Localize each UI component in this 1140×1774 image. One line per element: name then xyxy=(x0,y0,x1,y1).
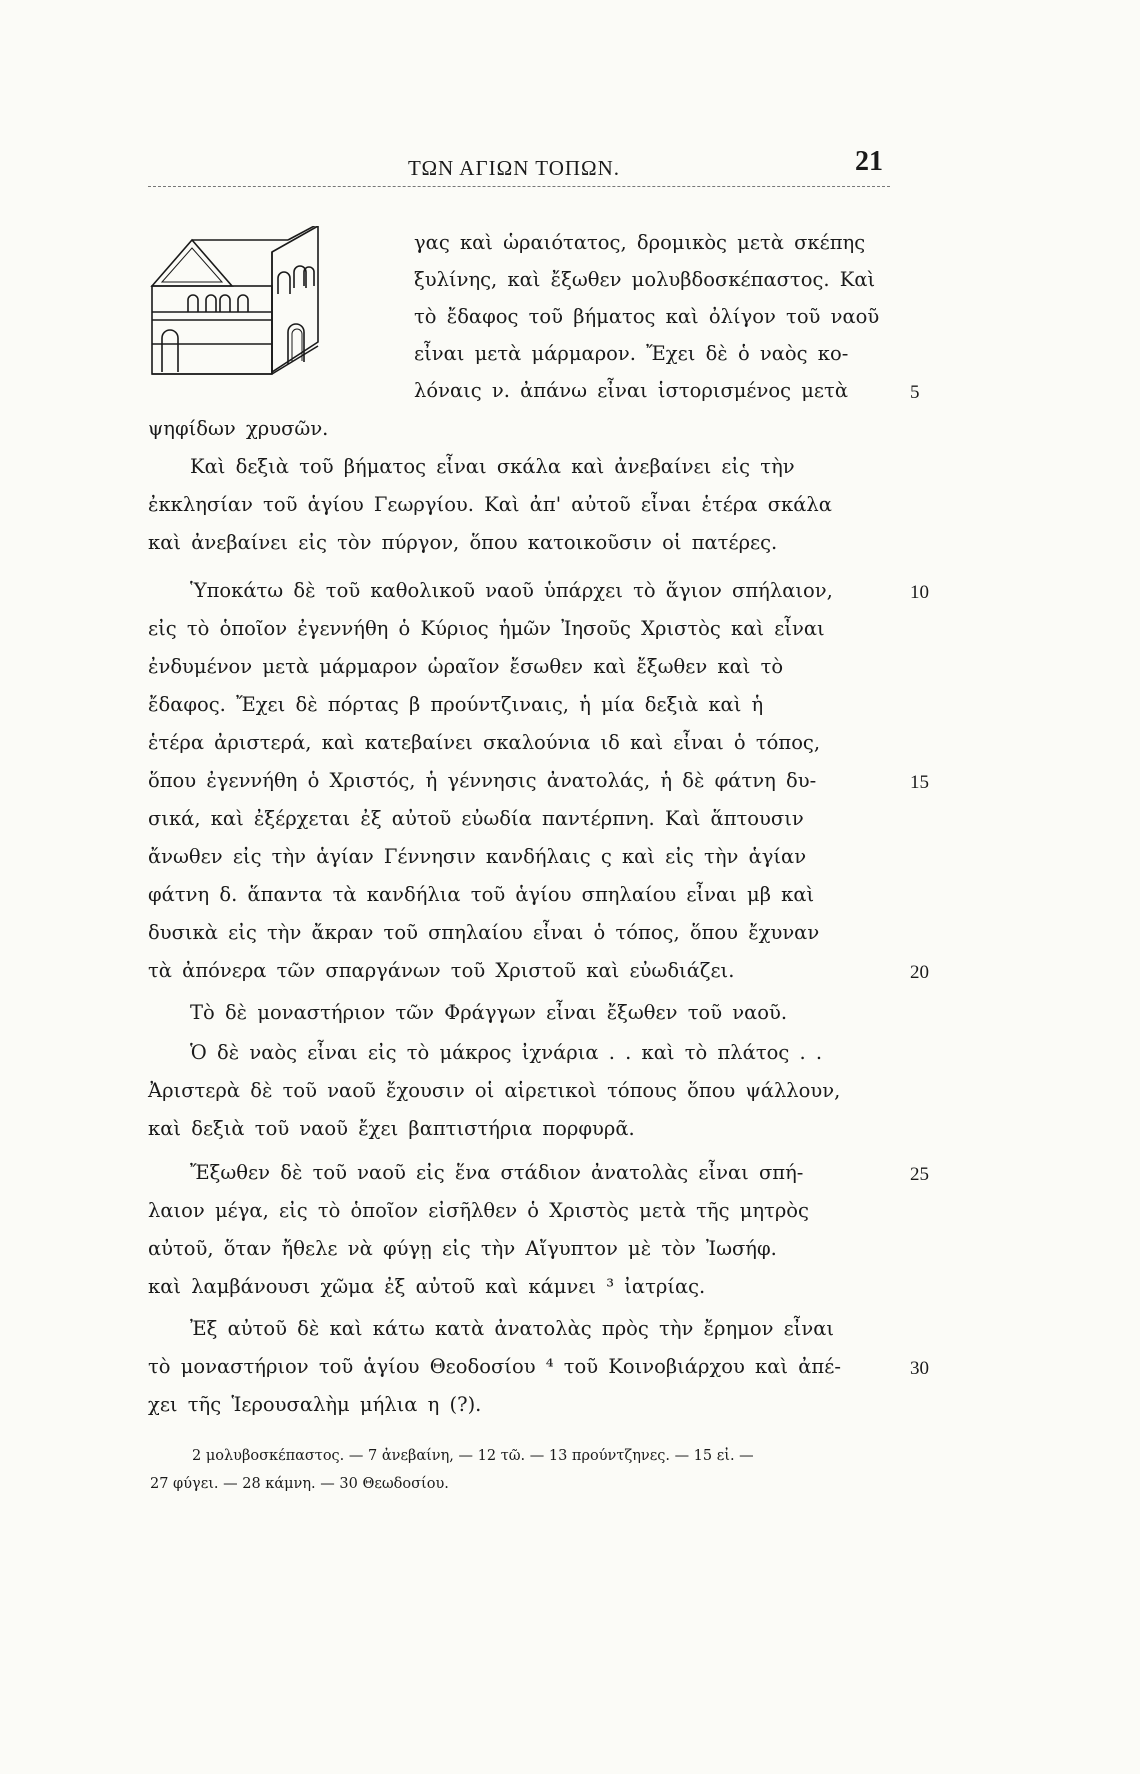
text-line: Καὶ δεξιὰ τοῦ βήματος εἶναι σκάλα καὶ ἀνεβαίνει εἰς τὴν xyxy=(190,455,795,478)
text-line: λόναις ν. ἀπάνω εἶναι ἱστορισμένος μετὰ xyxy=(414,379,848,402)
text-line: Ἐξ αὐτοῦ δὲ καὶ κάτω κατὰ ἀνατολὰς πρὸς τὴν ἔρημον εἶναι xyxy=(190,1317,835,1340)
text-line: εἰς τὸ ὁποῖον ἐγεννήθη ὁ Κύριος ἡμῶν Ἰησοῦς Χριστὸς καὶ εἶναι xyxy=(148,617,825,640)
text-line: ἔδαφος. Ἔχει δὲ πόρτας β προύντζιναις, ἡ μία δεξιὰ καὶ ἡ xyxy=(148,693,764,716)
text-line: καὶ ἀνεβαίνει εἰς τὸν πύργον, ὅπου κατοικοῦσιν οἱ πατέρες. xyxy=(148,531,778,554)
text-line: καὶ λαμβάνουσι χῶμα ἐξ αὐτοῦ καὶ κάμνει ³ ἰατρίας. xyxy=(148,1275,706,1298)
text-line: Ἀριστερὰ δὲ τοῦ ναοῦ ἔχουσιν οἱ αἱρετικοὶ τόπους ὅπου ψάλλουν, xyxy=(148,1079,841,1102)
text-line: τὸ ἔδαφος τοῦ βήματος καὶ ὀλίγον τοῦ ναοῦ xyxy=(414,305,880,328)
text-line: σικά, καὶ ἐξέρχεται ἐξ αὐτοῦ εὐωδία παντέρπνη. Καὶ ἅπτουσιν xyxy=(148,807,804,830)
text-line: ψηφίδων χρυσῶν. xyxy=(148,417,329,440)
footnote-line: 27 φύγει. — 28 κάμνη. — 30 Θεωδοσίου. xyxy=(150,1476,449,1492)
text-line: λαιον μέγα, εἰς τὸ ὁποῖον εἰσῆλθεν ὁ Χριστὸς μετὰ τῆς μητρὸς xyxy=(148,1199,809,1222)
line-number: 10 xyxy=(910,582,929,603)
church-building-illustration xyxy=(148,226,370,376)
line-number: 15 xyxy=(910,772,929,793)
text-line: ἐκκλησίαν τοῦ ἁγίου Γεωργίου. Καὶ ἀπ' αὐτοῦ εἶναι ἑτέρα σκάλα xyxy=(148,493,832,516)
text-line: Τὸ δὲ μοναστήριον τῶν Φράγγων εἶναι ἔξωθεν τοῦ ναοῦ. xyxy=(190,1001,788,1024)
line-number: 20 xyxy=(910,962,929,983)
text-line: ὅπου ἐγεννήθη ὁ Χριστός, ἡ γέννησις ἀνατολάς, ἡ δὲ φάτνη δυ- xyxy=(148,769,817,792)
header-rule xyxy=(148,186,890,187)
text-line: τὰ ἀπόνερα τῶν σπαργάνων τοῦ Χριστοῦ καὶ εὐωδιάζει. xyxy=(148,959,735,982)
text-line: δυσικὰ εἰς τὴν ἄκραν τοῦ σπηλαίου εἶναι ὁ τόπος, ὅπου ἔχυναν xyxy=(148,921,820,944)
text-line: ἐνδυμένον μετὰ μάρμαρον ὡραῖον ἔσωθεν καὶ ἔξωθεν καὶ τὸ xyxy=(148,655,784,678)
line-number: 30 xyxy=(910,1358,929,1379)
text-line: ἄνωθεν εἰς τὴν ἁγίαν Γέννησιν κανδήλαις ς καὶ εἰς τὴν ἁγίαν xyxy=(148,845,807,868)
text-line: τὸ μοναστήριον τοῦ ἁγίου Θεοδοσίου ⁴ τοῦ Κοινοβιάρχου καὶ ἀπέ- xyxy=(148,1355,841,1378)
text-line: Ὁ δὲ ναὸς εἶναι εἰς τὸ μάκρος ἰχνάρια . . καὶ τὸ πλάτος . . xyxy=(190,1041,823,1064)
text-line: γας καὶ ὡραιότατος, δρομικὸς μετὰ σκέπης xyxy=(414,231,866,254)
text-line: χει τῆς Ἱερουσαλὴμ μήλια η (?). xyxy=(148,1393,482,1416)
text-line: εἶναι μετὰ μάρμαρον. Ἔχει δὲ ὁ ναὸς κο- xyxy=(414,342,849,365)
text-line: Ἔξωθεν δὲ τοῦ ναοῦ εἰς ἕνα στάδιον ἀνατολὰς εἶναι σπή- xyxy=(190,1161,804,1184)
text-line: καὶ δεξιὰ τοῦ ναοῦ ἔχει βαπτιστήρια πορφυρᾶ. xyxy=(148,1117,635,1140)
page-number: 21 xyxy=(855,146,883,177)
text-line: φάτνη δ. ἅπαντα τὰ κανδήλια τοῦ ἁγίου σπηλαίου εἶναι μβ καὶ xyxy=(148,883,815,906)
text-line: Ὑποκάτω δὲ τοῦ καθολικοῦ ναοῦ ὑπάρχει τὸ ἅγιον σπήλαιον, xyxy=(190,579,833,602)
text-line: αὐτοῦ, ὅταν ἤθελε νὰ φύγῃ εἰς τὴν Αἴγυπτον μὲ τὸν Ἰωσήφ. xyxy=(148,1237,777,1260)
text-line: ἑτέρα ἀριστερά, καὶ κατεβαίνει σκαλούνια ιδ καὶ εἶναι ὁ τόπος, xyxy=(148,731,821,754)
running-head: ΤΩΝ ΑΓΙΩΝ ΤΟΠΩΝ. xyxy=(408,156,621,180)
text-line: ξυλίνης, καὶ ἔξωθεν μολυβδοσκέπαστος. Καὶ xyxy=(414,268,876,291)
footnote-line: 2 μολυβοσκέπαστος. — 7 ἀνεβαίνη, — 12 τῶ. — 13 προύντζηνες. — 15 εἰ. — xyxy=(192,1448,754,1464)
line-number: 25 xyxy=(910,1164,929,1185)
line-number: 5 xyxy=(910,382,920,403)
